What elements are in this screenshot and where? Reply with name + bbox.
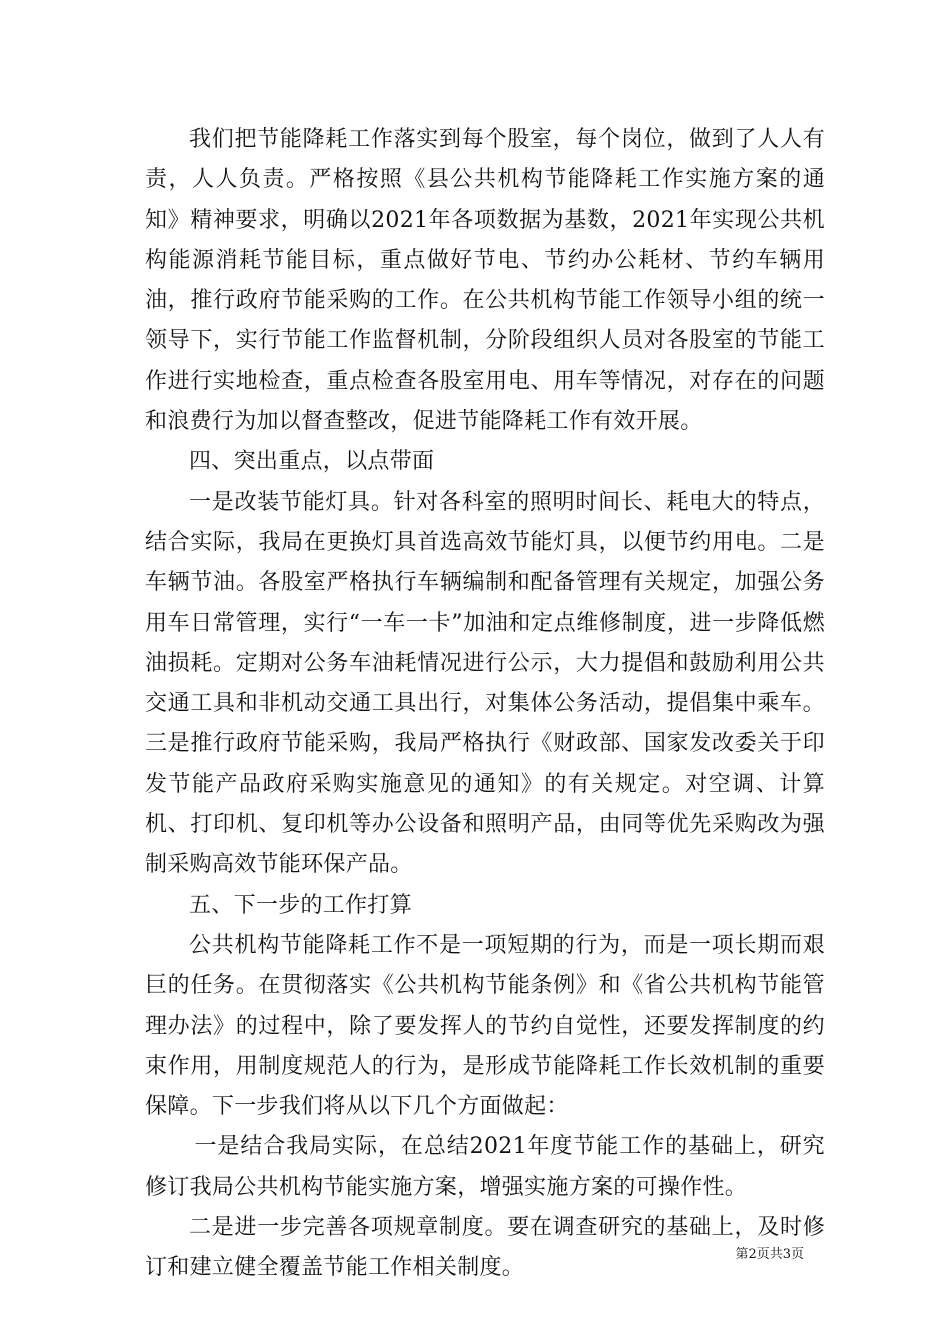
body-paragraph: 我们把节能降耗工作落实到每个股室，每个岗位，做到了人人有责，人人负责。严格按照《县公共机构节能降耗工作实施方案的通知》精神要求，明确以2021年各项数据为基数，2021年实现公共机构能源消耗节能目标，重点做好节电、节约办公耗材、节约车辆用油，推行政府节能采购的工作。在公共机构节能工作领导小组的统一领导下，实行节能工作监督机制，分阶段组织人员对各股室的节能工作进行实地检查，重点检查各股室用电、用车等情况，对存在的问题和浪费行为加以督查整改，促进节能降耗工作有效开展。: [145, 127, 825, 435]
body-paragraph: 一是改装节能灯具。针对各科室的照明时间长、耗电大的特点，结合实际，我局在更换灯具首选高效节能灯具，以便节约用电。二是车辆节油。各股室严格执行车辆编制和配备管理有关规定，加强公务用车日常管理，实行“一车一卡”加油和定点维修制度，进一步降低燃油损耗。定期对公务车油耗情况进行公示，大力提倡和鼓励利用公共交通工具和非机动交通工具出行，对集体公务活动，提倡集中乘车。三是推行政府节能采购，我局严格执行《财政部、国家发改委关于印发节能产品政府采购实施意见的通知》的有关规定。对空调、计算机、打印机、复印机等办公设备和照明产品，由同等优先采购改为强制采购高效节能环保产品。: [145, 489, 825, 878]
body-paragraph: 公共机构节能降耗工作不是一项短期的行为，而是一项长期而艰巨的任务。在贯彻落实《公共机构节能条例》和《省公共机构节能管理办法》的过程中，除了要发挥人的节约自觉性，还要发挥制度的约束作用，用制度规范人的行为，是形成节能降耗工作长效机制的重要保障。下一步我们将从以下几个方面做起：: [145, 932, 825, 1120]
page-number: [735, 1246, 804, 1264]
section-heading: 五、下一步的工作打算: [189, 892, 413, 918]
page-number-label: 第2页共3页: [735, 1247, 804, 1262]
section-heading: 四、突出重点，以点带面: [189, 449, 435, 475]
document-body: [145, 120, 825, 1289]
body-paragraph: 一是结合我局实际，在总结2021年度节能工作的基础上，研究修订我局公共机构节能实施方案，增强实施方案的可操作性。: [145, 1134, 825, 1200]
body-paragraph: 二是进一步完善各项规章制度。要在调查研究的基础上，及时修订和建立健全覆盖节能工作相关制度。: [145, 1215, 825, 1281]
